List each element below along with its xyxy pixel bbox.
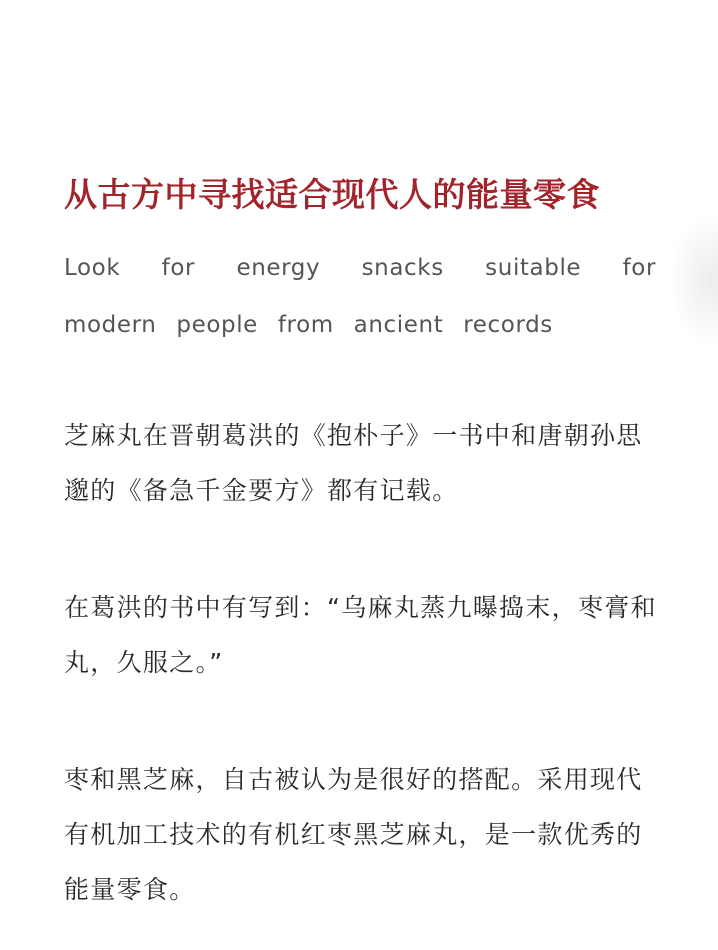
paragraph-1: 芝麻丸在晋朝葛洪的《抱朴子》一书中和唐朝孙思邈的《备急千金要方》都有记载。 xyxy=(64,421,643,505)
article-subtitle: Look for energy snacks suitable for modern people from ancient records xyxy=(64,255,656,338)
article-title: 从古方中寻找适合现代人的能量零食 xyxy=(64,175,600,214)
paragraph-3: 枣和黑芝麻，自古被认为是很好的搭配。采用现代有机加工技术的有机红枣黑芝麻丸，是一款优秀的能量零食。 xyxy=(64,765,643,904)
background-shadow xyxy=(668,210,718,350)
paragraph-2: 在葛洪的书中有写到：“乌麻丸蒸九曝捣末，枣膏和丸，久服之。” xyxy=(64,593,657,677)
